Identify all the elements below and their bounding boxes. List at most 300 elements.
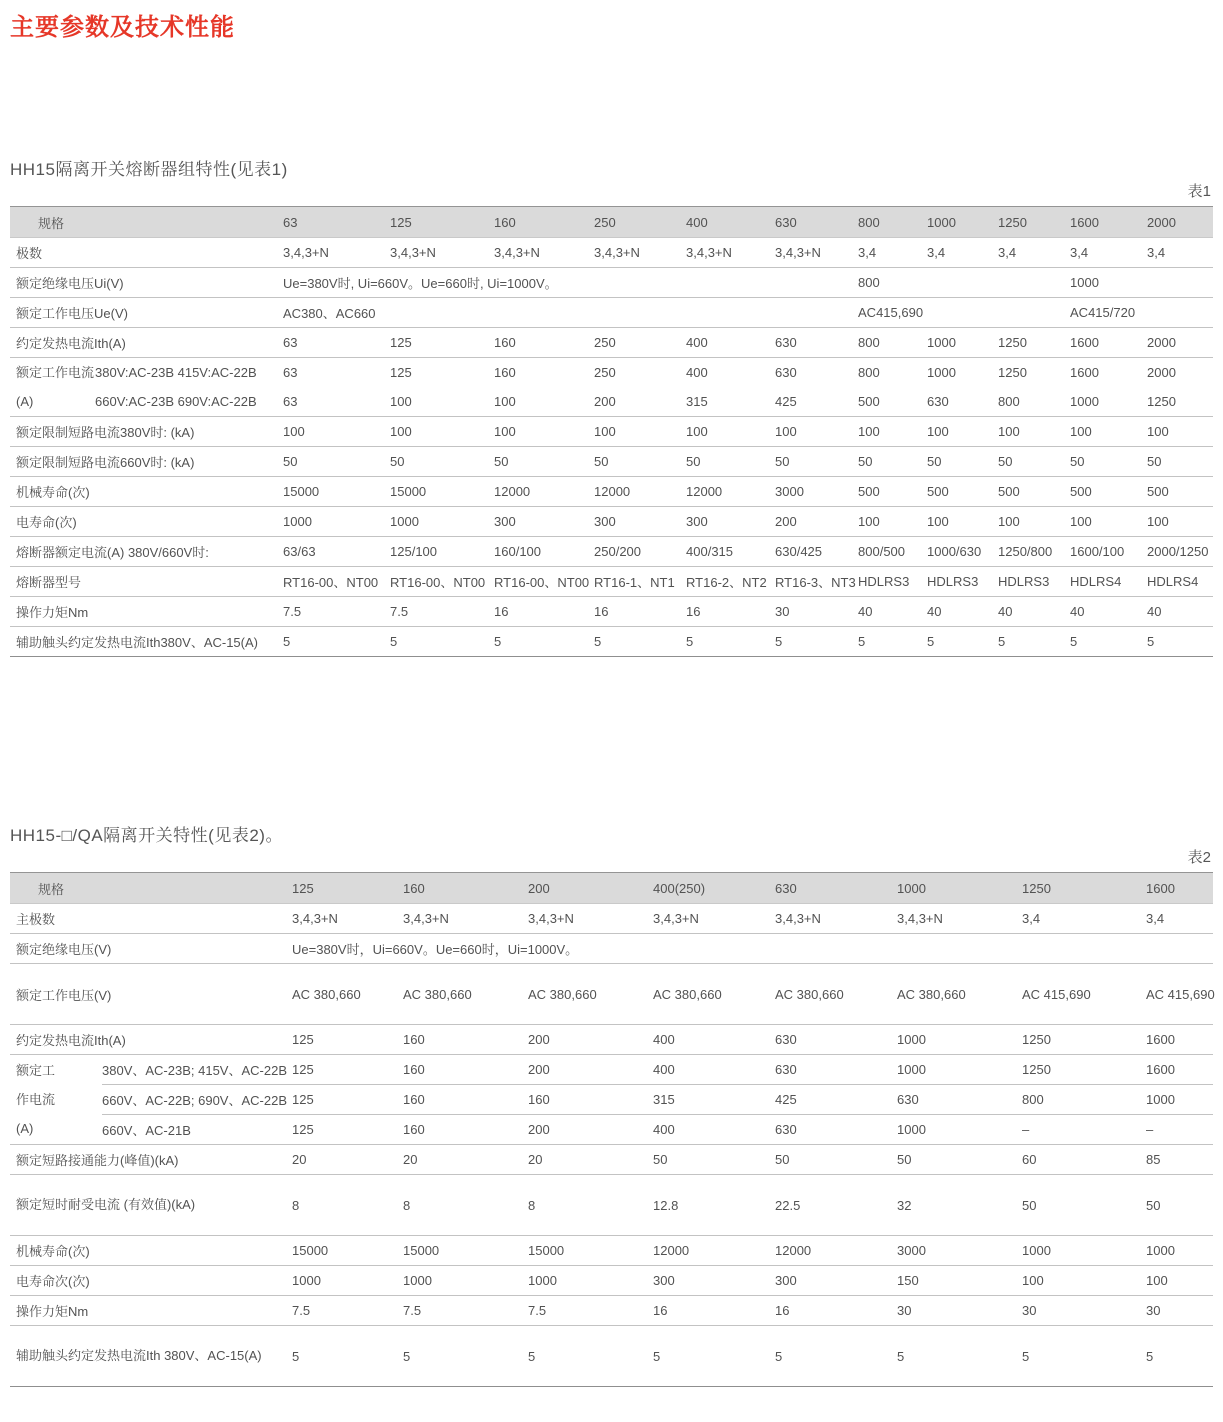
table-cell: 12000 — [653, 1236, 775, 1266]
table-cell: 3,4,3+N — [775, 904, 897, 934]
table-cell: 20 — [528, 1145, 653, 1175]
table-cell: 15000 — [292, 1236, 403, 1266]
table-cell: 12.8 — [653, 1175, 775, 1236]
table-cell: AC415,690 — [858, 298, 1070, 328]
table-cell: 1000 — [528, 1266, 653, 1296]
table-cell: 5 — [775, 1326, 897, 1387]
table-cell: 125/100 — [390, 537, 494, 567]
table-row — [10, 387, 1213, 417]
table-row — [10, 627, 1213, 657]
table-cell: 400 — [653, 1115, 775, 1145]
table-cell: RT16-00、NT00 — [390, 567, 494, 597]
table-cell: 3,4 — [927, 238, 998, 268]
table-cell: 1250 — [998, 328, 1070, 358]
table-cell: 125 — [390, 328, 494, 358]
table-cell: 160 — [528, 1085, 653, 1115]
table1-caption: HH15隔离开关熔断器组特性(见表1) — [10, 160, 288, 179]
table-cell: 1250 — [1022, 1025, 1146, 1055]
table-cell: 630 — [897, 1085, 1022, 1115]
table-cell: 200 — [528, 1115, 653, 1145]
table-cell: 250 — [594, 365, 616, 380]
table-cell: 63 — [283, 365, 298, 380]
table-cell: 160 — [403, 1085, 528, 1115]
column-header: 160 — [403, 873, 528, 904]
table-cell: 100 — [494, 387, 594, 417]
table-cell: 50 — [858, 447, 927, 477]
table-cell: 3,4,3+N — [390, 238, 494, 268]
table-cell: 800 — [858, 268, 1070, 298]
table-cell: 100 — [1147, 417, 1213, 447]
table-cell: 315 — [686, 387, 775, 417]
table-cell: AC415/720 — [1070, 298, 1213, 328]
table-cell: AC 380,660 — [528, 964, 653, 1025]
table-cell: 20 — [292, 1145, 403, 1175]
table-row — [10, 904, 1213, 934]
table-cell: AC 380,660 — [403, 964, 528, 1025]
table-cell: 500 — [858, 477, 927, 507]
table-cell: AC 380,660 — [292, 964, 403, 1025]
table-row — [10, 964, 1213, 1025]
group-label — [10, 358, 95, 417]
table-cell: 800 — [858, 328, 927, 358]
row-label: 操作力矩Nm — [10, 1296, 292, 1326]
table-cell: 400 — [653, 1055, 775, 1085]
table-cell: 250 — [594, 328, 686, 358]
group-label-line: (A) — [16, 1121, 34, 1136]
table-cell: 400/315 — [686, 537, 775, 567]
table-cell: 3,4 — [858, 238, 927, 268]
table-row — [10, 238, 1213, 268]
table-cell: 100 — [686, 417, 775, 447]
table-cell: 7.5 — [528, 1296, 653, 1326]
table-cell: 100 — [390, 417, 494, 447]
table-cell: 160 — [494, 365, 516, 380]
table-cell: 200 — [594, 387, 686, 417]
table-cell: 1000 — [1146, 1085, 1213, 1115]
column-header: 规格 — [10, 207, 283, 238]
table-cell: 50 — [283, 447, 390, 477]
table-cell: 100 — [858, 507, 927, 537]
table-cell: 5 — [283, 627, 390, 657]
table-cell: 50 — [390, 447, 494, 477]
table-cell: 16 — [686, 597, 775, 627]
table-cell: Ue=380V时, Ui=660V。Ue=660时, Ui=1000V。 — [283, 268, 858, 298]
table-cell: 32 — [897, 1175, 1022, 1236]
table-cell: RT16-2、NT2 — [686, 567, 775, 597]
table-cell: 63 — [283, 387, 390, 417]
column-header: 400(250) — [653, 873, 775, 904]
table-cell: 3,4,3+N — [897, 904, 1022, 934]
table-cell: HDLRS3 — [858, 567, 927, 597]
table-cell: RT16-00、NT00 — [283, 567, 390, 597]
column-header: 200 — [528, 873, 653, 904]
table-cell: 15000 — [403, 1236, 528, 1266]
table-cell: 160 — [494, 328, 594, 358]
table-cell: 3,4 — [1147, 238, 1213, 268]
table-cell: 125 — [292, 1025, 403, 1055]
table-cell: 1000 — [897, 1115, 1022, 1145]
table-cell: 630 — [775, 365, 797, 380]
column-header: 800 — [858, 207, 927, 238]
row-sublabel: 660V、AC-21B — [102, 1115, 292, 1145]
table-cell: 100 — [1146, 1266, 1213, 1296]
table-cell: 300 — [775, 1266, 897, 1296]
table-cell: 5 — [1147, 627, 1213, 657]
table-cell: 160 — [403, 1055, 528, 1085]
table-cell: 1000 — [292, 1266, 403, 1296]
table-row — [10, 537, 1213, 567]
table-cell: 3,4,3+N — [653, 904, 775, 934]
table-cell: 125 — [390, 365, 412, 380]
table1 — [10, 206, 1213, 657]
table-cell: 40 — [1147, 597, 1213, 627]
table-cell: 5 — [775, 627, 858, 657]
row-label: 额定绝缘电压(V) — [10, 934, 292, 964]
table-row — [10, 1085, 1213, 1115]
table-row — [10, 567, 1213, 597]
table-cell: 40 — [927, 597, 998, 627]
table-cell: 5 — [686, 627, 775, 657]
table-cell: 1000 — [927, 365, 956, 380]
table-cell: 5 — [897, 1326, 1022, 1387]
table-cell: AC 380,660 — [775, 964, 897, 1025]
table-cell: 50 — [1147, 447, 1213, 477]
table-cell: HDLRS4 — [1147, 567, 1213, 597]
table-cell: 5 — [594, 627, 686, 657]
table-cell: 8 — [292, 1175, 403, 1236]
table-cell: 100 — [1070, 417, 1147, 447]
table-cell: 50 — [1022, 1175, 1146, 1236]
table-cell: 125 — [292, 1085, 403, 1115]
table-cell: 3,4,3+N — [775, 238, 858, 268]
table-cell: 3,4,3+N — [686, 238, 775, 268]
table-cell: 12000 — [686, 477, 775, 507]
table2-tag: 表2 — [1187, 849, 1211, 866]
table-cell: 3000 — [775, 477, 858, 507]
table-cell: 630 — [775, 1055, 897, 1085]
table-row — [10, 1326, 1213, 1387]
table-cell: – — [1022, 1115, 1146, 1145]
table-cell: 250/200 — [594, 537, 686, 567]
table-header-row — [10, 873, 1213, 904]
table-cell: 100 — [1022, 1266, 1146, 1296]
table-cell: 425 — [775, 1085, 897, 1115]
table-cell: 1000 — [897, 1025, 1022, 1055]
table-cell: 3,4 — [1146, 904, 1213, 934]
table-cell: 15000 — [390, 477, 494, 507]
table-cell: 50 — [653, 1145, 775, 1175]
table-cell: 16 — [494, 597, 594, 627]
row-sublabel: 660V、AC-22B; 690V、AC-22B — [102, 1085, 292, 1115]
column-header: 400 — [686, 207, 775, 238]
table-cell: 30 — [897, 1296, 1022, 1326]
table-cell: 40 — [858, 597, 927, 627]
table-cell: 1600 — [1146, 1055, 1213, 1085]
table-cell: 200 — [528, 1055, 653, 1085]
table-cell: 1250 — [1147, 387, 1213, 417]
row-label: 约定发热电流Ith(A) — [10, 328, 283, 358]
table-cell: 20 — [403, 1145, 528, 1175]
table-cell: 3,4,3+N — [594, 238, 686, 268]
table-cell: 800 — [858, 365, 880, 380]
table-cell: 16 — [594, 597, 686, 627]
table2 — [10, 872, 1213, 1387]
row-label: 极数 — [10, 238, 283, 268]
row-label: 额定绝缘电压Ui(V) — [10, 268, 283, 298]
table-row — [10, 298, 1213, 328]
column-header: 125 — [390, 207, 494, 238]
table-cell: 8 — [403, 1175, 528, 1236]
table-cell: 500 — [927, 477, 998, 507]
table-cell: HDLRS4 — [1070, 567, 1147, 597]
table-cell: 200 — [775, 507, 858, 537]
table-cell: 400 — [686, 365, 708, 380]
table-cell: 100 — [927, 417, 998, 447]
table-cell: 7.5 — [283, 597, 390, 627]
table-cell: 5 — [1146, 1326, 1213, 1387]
table-cell: 300 — [686, 507, 775, 537]
table-cell: 300 — [494, 507, 594, 537]
table-cell: 5 — [390, 627, 494, 657]
row-label: 额定限制短路电流660V时: (kA) — [10, 447, 283, 477]
table-cell: 1000 — [927, 328, 998, 358]
table-cell: 5 — [653, 1326, 775, 1387]
row-label: 电寿命次(次) — [10, 1266, 292, 1296]
table-row — [10, 1115, 1213, 1145]
group-label-line: (A) — [16, 394, 34, 409]
table-cell: 1000 — [1070, 387, 1147, 417]
table-cell: 22.5 — [775, 1175, 897, 1236]
table-cell: 150 — [897, 1266, 1022, 1296]
table-cell: 5 — [1022, 1326, 1146, 1387]
table-cell: 800/500 — [858, 537, 927, 567]
table-cell: RT16-00、NT00 — [494, 567, 594, 597]
table-cell: 800 — [998, 387, 1070, 417]
table-row — [10, 477, 1213, 507]
table-cell: 2000 — [1147, 365, 1176, 380]
table-cell: 7.5 — [292, 1296, 403, 1326]
row-sublabel: 380V:AC-23B 415V:AC-22B — [95, 365, 257, 380]
table-cell: 1000 — [1022, 1236, 1146, 1266]
table-cell: 3,4,3+N — [528, 904, 653, 934]
table-cell: 1000 — [1146, 1236, 1213, 1266]
table-cell: 3,4 — [1070, 238, 1147, 268]
row-label: 电寿命(次) — [10, 507, 283, 537]
table-cell: AC 415,690 — [1146, 964, 1213, 1025]
table-cell: 7.5 — [403, 1296, 528, 1326]
table-header-row — [10, 207, 1213, 238]
table-cell: 160 — [403, 1115, 528, 1145]
table-row — [10, 1025, 1213, 1055]
table-cell: 15000 — [528, 1236, 653, 1266]
table-cell: 16 — [653, 1296, 775, 1326]
table-row — [10, 1175, 1213, 1236]
table-cell: 1000 — [283, 507, 390, 537]
table-cell: AC 380,660 — [897, 964, 1022, 1025]
table-cell: 160/100 — [494, 537, 594, 567]
table-cell: 5 — [858, 627, 927, 657]
table-cell: 30 — [775, 597, 858, 627]
table-cell: 315 — [653, 1085, 775, 1115]
row-label: 辅助触头约定发热电流Ith380V、AC-15(A) — [10, 627, 283, 657]
group-label — [10, 1055, 102, 1145]
table-cell: 400 — [653, 1025, 775, 1055]
row-sublabel: 660V:AC-23B 690V:AC-22B — [95, 387, 283, 417]
table-cell: 12000 — [494, 477, 594, 507]
table-cell: 2000 — [1147, 328, 1213, 358]
table-cell: 200 — [528, 1025, 653, 1055]
table-cell: 630 — [775, 1025, 897, 1055]
column-header: 1250 — [1022, 873, 1146, 904]
table-cell: 425 — [775, 387, 858, 417]
table-cell: 100 — [927, 507, 998, 537]
table-row — [10, 358, 1213, 388]
table-cell: 100 — [998, 417, 1070, 447]
table-cell: 50 — [594, 447, 686, 477]
row-label: 机械寿命(次) — [10, 477, 283, 507]
row-label: 额定短时耐受电流 (有效值)(kA) — [10, 1175, 292, 1236]
table-cell: HDLRS3 — [998, 567, 1070, 597]
table-cell: 1600 — [1146, 1025, 1213, 1055]
table-cell: 100 — [1147, 507, 1213, 537]
table-cell: 100 — [998, 507, 1070, 537]
table-row — [10, 597, 1213, 627]
table-cell: 7.5 — [390, 597, 494, 627]
table-cell: AC 380,660 — [653, 964, 775, 1025]
table-cell: 50 — [927, 447, 998, 477]
column-header: 125 — [292, 873, 403, 904]
page-title: 主要参数及技术性能 — [10, 14, 235, 41]
table-cell: 5 — [1070, 627, 1147, 657]
table-row — [10, 1145, 1213, 1175]
table-cell: 3,4,3+N — [283, 238, 390, 268]
column-header: 1000 — [897, 873, 1022, 904]
table-cell: 50 — [775, 1145, 897, 1175]
table-cell: HDLRS3 — [927, 567, 998, 597]
table-cell: 50 — [998, 447, 1070, 477]
row-label: 机械寿命(次) — [10, 1236, 292, 1266]
table-cell: 5 — [998, 627, 1070, 657]
table-cell: 100 — [494, 417, 594, 447]
table-cell: 1600 — [1070, 328, 1147, 358]
group-label-line: 额定工 — [16, 1063, 56, 1078]
table-row — [10, 268, 1213, 298]
table-cell: 500 — [858, 387, 927, 417]
table-row — [10, 447, 1213, 477]
table-cell: 630/425 — [775, 537, 858, 567]
row-label: 熔断器额定电流(A) 380V/660V时: — [10, 537, 283, 567]
table-cell: 500 — [998, 477, 1070, 507]
table-cell: 1600 — [1070, 365, 1099, 380]
table-cell: 12000 — [775, 1236, 897, 1266]
column-header: 规格 — [10, 873, 292, 904]
table-cell: 100 — [1070, 507, 1147, 537]
table-row — [10, 417, 1213, 447]
row-label: 额定工作电压Ue(V) — [10, 298, 283, 328]
table-cell: 40 — [1070, 597, 1147, 627]
table-cell: 300 — [594, 507, 686, 537]
table-cell: 3,4,3+N — [292, 904, 403, 934]
row-label: 额定短路接通能力(峰值)(kA) — [10, 1145, 292, 1175]
table-cell: 3,4 — [1022, 904, 1146, 934]
group-label-line: 额定工作电流 — [16, 365, 95, 380]
row-label: 额定限制短路电流380V时: (kA) — [10, 417, 283, 447]
table-cell: 100 — [594, 417, 686, 447]
table-cell: 50 — [686, 447, 775, 477]
row-label: 额定工作电压(V) — [10, 964, 292, 1025]
table-cell: 50 — [1070, 447, 1147, 477]
table-cell: 16 — [775, 1296, 897, 1326]
table-cell: 100 — [775, 417, 858, 447]
table-cell: 1000 — [897, 1055, 1022, 1085]
table-cell: 60 — [1022, 1145, 1146, 1175]
column-header: 1000 — [927, 207, 998, 238]
column-header: 63 — [283, 207, 390, 238]
table-cell: – — [1146, 1115, 1213, 1145]
table-cell: 160 — [403, 1025, 528, 1055]
table-cell: 630 — [775, 1115, 897, 1145]
column-header: 1600 — [1070, 207, 1147, 238]
column-header: 250 — [594, 207, 686, 238]
table-cell: 3,4,3+N — [403, 904, 528, 934]
row-label: 操作力矩Nm — [10, 597, 283, 627]
table-row — [10, 1055, 1213, 1085]
row-label: 约定发热电流Ith(A) — [10, 1025, 292, 1055]
table-cell: AC380、AC660 — [283, 298, 858, 328]
row-sublabel: 380V、AC-23B; 415V、AC-22B — [102, 1055, 292, 1085]
table-cell: 1250/800 — [998, 537, 1070, 567]
table-cell: RT16-3、NT3 — [775, 567, 858, 597]
table-cell: 630 — [927, 387, 998, 417]
table-cell: 1000 — [390, 507, 494, 537]
table-cell: 400 — [686, 328, 775, 358]
table-cell: 125 — [292, 1055, 403, 1085]
table-row — [10, 934, 1213, 964]
table-cell: 100 — [283, 417, 390, 447]
column-header: 2000 — [1147, 207, 1213, 238]
table-cell: 3000 — [897, 1236, 1022, 1266]
table-cell: 100 — [390, 387, 494, 417]
column-header: 630 — [775, 207, 858, 238]
table-cell: 1250 — [998, 365, 1027, 380]
table-cell: 630 — [775, 328, 858, 358]
table-cell: 85 — [1146, 1145, 1213, 1175]
table2-caption: HH15-□/QA隔离开关特性(见表2)。 — [10, 826, 283, 845]
table-cell: 1250 — [1022, 1055, 1146, 1085]
table-cell: 800 — [1022, 1085, 1146, 1115]
table-cell: 500 — [1070, 477, 1147, 507]
table-cell: 50 — [1146, 1175, 1213, 1236]
table-row — [10, 1236, 1213, 1266]
table-cell: 5 — [927, 627, 998, 657]
table1-tag: 表1 — [1187, 183, 1211, 200]
table-cell: 50 — [494, 447, 594, 477]
table-cell: 125 — [292, 1115, 403, 1145]
table-cell: 5 — [494, 627, 594, 657]
table-cell: 63/63 — [283, 537, 390, 567]
table-cell: 1000 — [1070, 268, 1213, 298]
table-cell: 3,4,3+N — [494, 238, 594, 268]
table-cell: 5 — [292, 1326, 403, 1387]
row-label: 主极数 — [10, 904, 292, 934]
column-header: 160 — [494, 207, 594, 238]
table-cell: 63 — [283, 328, 390, 358]
table-cell: 12000 — [594, 477, 686, 507]
table-cell: 1000/630 — [927, 537, 998, 567]
column-header: 630 — [775, 873, 897, 904]
column-header: 1600 — [1146, 873, 1213, 904]
table-row — [10, 507, 1213, 537]
